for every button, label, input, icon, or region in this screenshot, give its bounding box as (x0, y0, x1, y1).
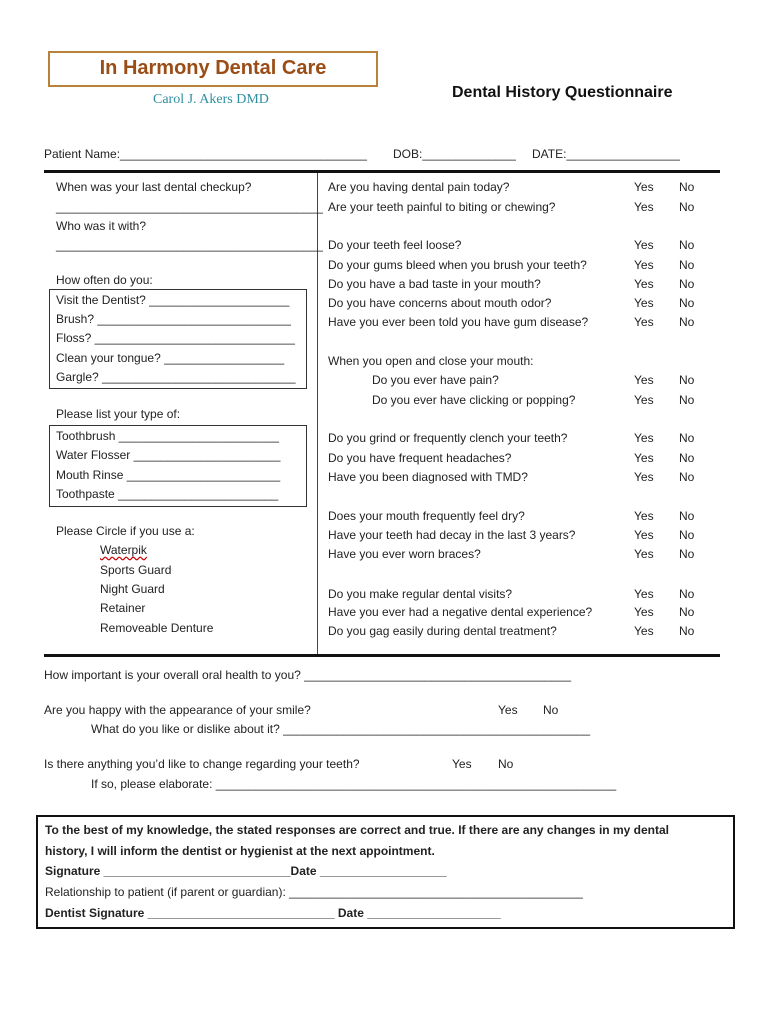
signature-field[interactable]: Signature ____________________________Date ___________________ (45, 864, 447, 878)
practice-name: In Harmony Dental Care (99, 57, 327, 79)
answer-no[interactable]: No (679, 451, 695, 465)
last-checkup-question: When was your last dental checkup? (56, 180, 252, 194)
right-question: Do you ever have pain? (372, 373, 499, 387)
often-item[interactable]: Clean your tongue? __________________ (56, 351, 285, 365)
circle-option-retainer[interactable]: Retainer (100, 601, 146, 615)
list-type-heading: Please list your type of: (56, 407, 181, 421)
right-question: Are you having dental pain today? (328, 180, 510, 194)
right-question: Are your teeth painful to biting or chewing? (328, 200, 556, 214)
answer-yes[interactable]: Yes (634, 451, 654, 465)
date-field[interactable]: DATE:_________________ (532, 147, 680, 161)
circle-option-night-guard[interactable]: Night Guard (100, 582, 165, 596)
answer-no[interactable]: No (679, 605, 695, 619)
dentist-signature-field[interactable]: Dentist Signature ____________________________ Date ____________________ (45, 906, 501, 920)
type-item[interactable]: Toothbrush ________________________ (56, 429, 279, 443)
right-question: Have you been diagnosed with TMD? (328, 470, 528, 484)
answer-no[interactable]: No (679, 258, 695, 272)
answer-yes[interactable]: Yes (634, 547, 654, 561)
answer-no[interactable]: No (679, 296, 695, 310)
answer-no[interactable]: No (679, 393, 695, 407)
appearance-no[interactable]: No (543, 703, 559, 717)
change-no[interactable]: No (498, 757, 514, 771)
dob-field[interactable]: DOB:______________ (393, 147, 516, 161)
appearance-question: Are you happy with the appearance of your smile? (44, 703, 311, 717)
right-question: Have you ever had a negative dental experience? (328, 605, 593, 619)
right-question: Do you gag easily during dental treatment? (328, 624, 557, 638)
right-question: Do you have frequent headaches? (328, 451, 512, 465)
circle-option-waterpik[interactable]: Waterpik (100, 543, 147, 557)
right-question: Does your mouth frequently feel dry? (328, 509, 525, 523)
circle-prompt: Please Circle if you use a: (56, 524, 195, 538)
often-item[interactable]: Visit the Dentist? _____________________ (56, 293, 290, 307)
last-checkup-blank[interactable]: ________________________________________ (56, 200, 323, 214)
who-with-question: Who was it with? (56, 219, 147, 233)
change-yes[interactable]: Yes (452, 757, 472, 771)
often-item[interactable]: Brush? _____________________________ (56, 312, 291, 326)
answer-yes[interactable]: Yes (634, 238, 654, 252)
attestation-statement-1: To the best of my knowledge, the stated responses are correct and true. If there are any changes in my dental (45, 823, 669, 837)
elaborate-field[interactable]: If so, please elaborate: ____________________________________________________________ (91, 777, 617, 791)
right-question: Do your teeth feel loose? (328, 238, 462, 252)
answer-no[interactable]: No (679, 277, 695, 291)
answer-no[interactable]: No (679, 238, 695, 252)
answer-yes[interactable]: Yes (634, 258, 654, 272)
type-item[interactable]: Mouth Rinse _______________________ (56, 468, 281, 482)
answer-yes[interactable]: Yes (634, 587, 654, 601)
like-dislike-field[interactable]: What do you like or dislike about it? ______________________________________________ (91, 722, 591, 736)
bottom-rule (44, 654, 720, 657)
answer-no[interactable]: No (679, 528, 695, 542)
answer-no[interactable]: No (679, 470, 695, 484)
type-item[interactable]: Water Flosser ______________________ (56, 448, 281, 462)
answer-yes[interactable]: Yes (634, 509, 654, 523)
circle-option-sports-guard[interactable]: Sports Guard (100, 563, 172, 577)
circle-option-denture[interactable]: Removeable Denture (100, 621, 214, 635)
doctor-name: Carol J. Akers DMD (153, 92, 269, 107)
patient-name-field[interactable]: Patient Name:_____________________________________ (44, 147, 367, 161)
often-item[interactable]: Floss? ______________________________ (56, 331, 295, 345)
answer-no[interactable]: No (679, 315, 695, 329)
change-question: Is there anything you’d like to change regarding your teeth? (44, 757, 360, 771)
right-question: Do you grind or frequently clench your teeth? (328, 431, 568, 445)
right-question: Do you have concerns about mouth odor? (328, 296, 552, 310)
answer-yes[interactable]: Yes (634, 200, 654, 214)
right-question: Have you ever been told you have gum disease? (328, 315, 589, 329)
answer-yes[interactable]: Yes (634, 605, 654, 619)
answer-yes[interactable]: Yes (634, 315, 654, 329)
top-rule (44, 170, 720, 173)
right-question: Do you ever have clicking or popping? (372, 393, 576, 407)
right-question: Do you have a bad taste in your mouth? (328, 277, 541, 291)
answer-no[interactable]: No (679, 509, 695, 523)
right-question: Have your teeth had decay in the last 3 years? (328, 528, 576, 542)
answer-no[interactable]: No (679, 547, 695, 561)
appearance-yes[interactable]: Yes (498, 703, 518, 717)
type-item[interactable]: Toothpaste ________________________ (56, 487, 279, 501)
answer-yes[interactable]: Yes (634, 180, 654, 194)
answer-yes[interactable]: Yes (634, 624, 654, 638)
right-question: Have you ever worn braces? (328, 547, 481, 561)
answer-no[interactable]: No (679, 431, 695, 445)
answer-yes[interactable]: Yes (634, 528, 654, 542)
answer-yes[interactable]: Yes (634, 431, 654, 445)
importance-question[interactable]: How important is your overall oral health to you? ________________________________________ (44, 668, 572, 682)
answer-no[interactable]: No (679, 180, 695, 194)
practice-logo (48, 51, 378, 87)
answer-yes[interactable]: Yes (634, 277, 654, 291)
often-item[interactable]: Gargle? _____________________________ (56, 370, 296, 384)
right-question: When you open and close your mouth: (328, 354, 534, 368)
answer-no[interactable]: No (679, 200, 695, 214)
answer-yes[interactable]: Yes (634, 373, 654, 387)
answer-yes[interactable]: Yes (634, 296, 654, 310)
relationship-field[interactable]: Relationship to patient (if parent or guardian): ____________________________________________ (45, 885, 583, 899)
form-title: Dental History Questionnaire (452, 84, 673, 101)
right-question: Do you make regular dental visits? (328, 587, 513, 601)
answer-yes[interactable]: Yes (634, 393, 654, 407)
how-often-heading: How often do you: (56, 273, 153, 287)
answer-no[interactable]: No (679, 373, 695, 387)
answer-no[interactable]: No (679, 587, 695, 601)
right-question: Do your gums bleed when you brush your teeth? (328, 258, 587, 272)
answer-no[interactable]: No (679, 624, 695, 638)
who-with-blank[interactable]: ________________________________________ (56, 238, 323, 252)
answer-yes[interactable]: Yes (634, 470, 654, 484)
attestation-statement-2: history, I will inform the dentist or hygienist at the next appointment. (45, 844, 435, 858)
